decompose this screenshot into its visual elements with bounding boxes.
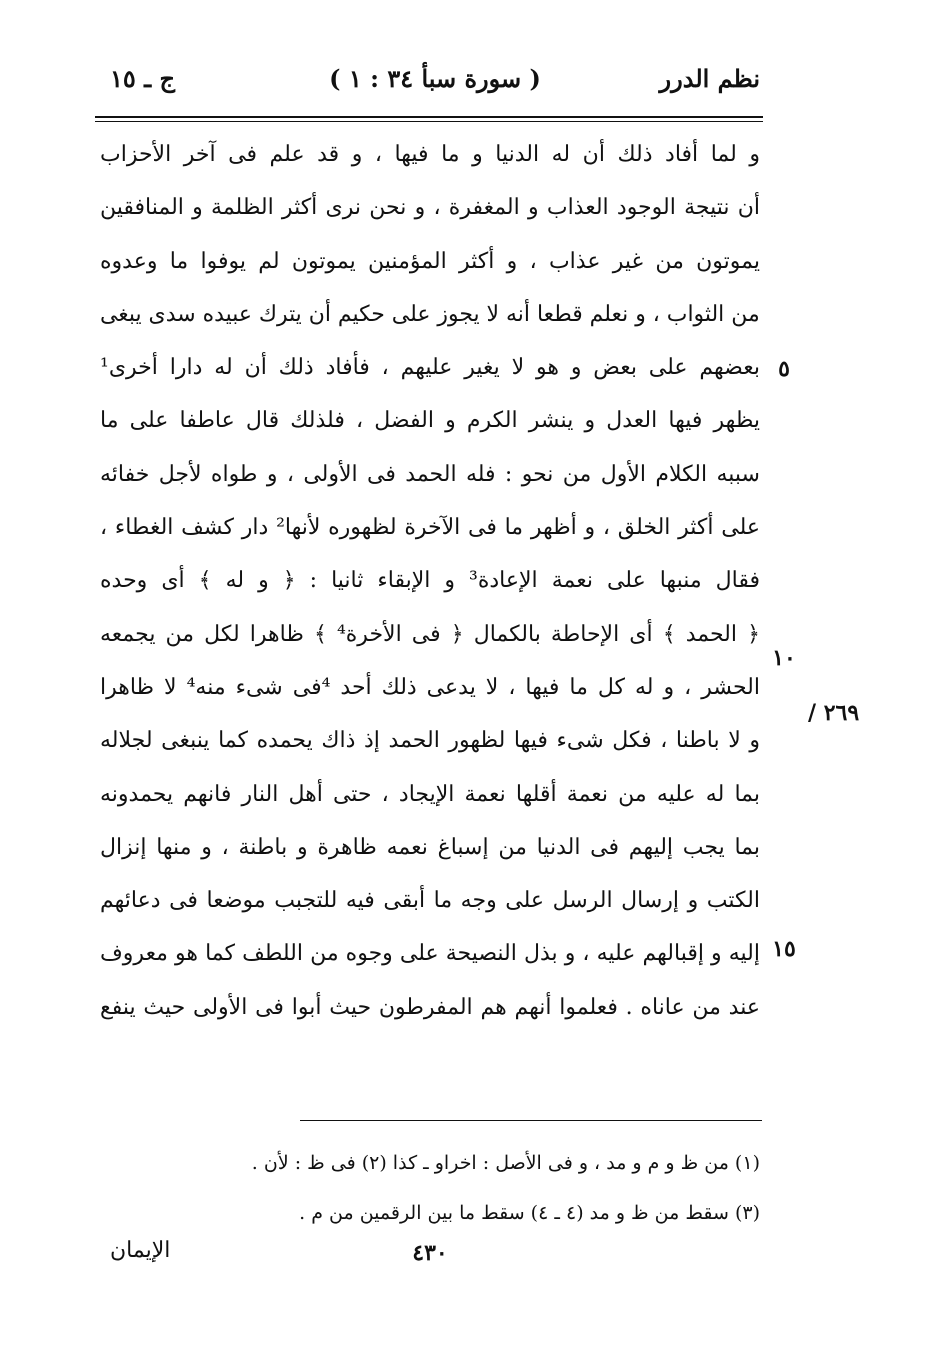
text-line: إليه و إقبالهم عليه ، و بذل النصيحة على وجوه من اللطف كما هو معروف [100, 941, 760, 967]
main-text [100, 128, 760, 1034]
text-line: يموتون من غير عذاب ، و أكثر المؤمنين يموتون لم يوفوا ما وعدوه [100, 248, 760, 274]
line-number-10: ١٠ [772, 645, 796, 671]
header-rule-thick [95, 116, 763, 118]
header-rule-thin [95, 121, 763, 122]
text-line: الكتب و إرسال الرسل على وجه ما أبقى فيه للتجبب موضعا فى دعائهم [100, 888, 760, 914]
line-number-15: ١٥ [772, 936, 796, 962]
text-line: يظهر فيها العدل و ينشر الكرم و الفضل ، فلذلك قال عاطفا على ما [100, 408, 760, 434]
text-line: الحشر ، و له كل ما فيها ، لا يدعى ذلك أحد ⁴فى شىء منه⁴ لا ظاهرا [100, 674, 760, 700]
text-line: فقال منبها على نعمة الإعادة³ و الإبقاء ثانيا : ﴿ و له ﴾ أى وحده [100, 568, 760, 594]
text-line: بما يجب إليهم فى الدنيا من إسباغ نعمه ظاهرة و باطنة ، و منها إنزال [100, 834, 760, 860]
footnotes [100, 1138, 760, 1238]
text-line: بعضهم على بعض و هو لا يغير عليهم ، فأفاد ذلك أن له دارا أخرى¹ [100, 355, 760, 381]
margin-manuscript-reference: ٢٦٩ / [808, 700, 860, 726]
surah-reference: ( سورة سبأ ٣٤ : ١ ) [329, 64, 541, 93]
text-line: و لا باطنا ، فكل شىء فيها لظهور الحمد إذ ذاك يحمده كما ينبغى لجلاله [100, 728, 760, 754]
page-number: ٤٣٠ [412, 1240, 448, 1266]
volume-number: ج ـ ١٥ [110, 64, 176, 93]
footnote: (٣) سقط من ظ و مد (٤ ـ ٤) سقط ما بين الرقمين من م . [299, 1202, 760, 1224]
running-header [110, 64, 760, 104]
text-line: من الثواب ، و نعلم قطعا أنه لا يجوز على حكيم أن يترك عبيده سدى يبغى [100, 301, 760, 327]
catchword: الإيمان [110, 1238, 171, 1263]
line-number-5: ٥ [778, 356, 790, 382]
text-line: بما له عليه من نعمة أقلها نعمة الإيجاد ، حتى أهل النار فانهم يحمدونه [100, 781, 760, 807]
book-title: نظم الدرر [659, 64, 760, 93]
text-line: عند من عاناه . فعلموا أنهم هم المفرطون حيث أبوا فى الأولى حيث ينفع [100, 994, 760, 1020]
text-line: ﴿ الحمد ﴾ أى الإحاطة بالكمال ﴿ فى الأخرة⁴ ﴾ ظاهرا لكل من يجمعه [100, 621, 760, 647]
text-line: سببه الكلام الأول من نحو : فله الحمد فى الأولى ، و طواه لأجل خفائه [100, 461, 760, 487]
footnote: (١) من ظ و م و مد ، و فى الأصل : اخراو ـ كذا (٢) فى ظ : لأن . [251, 1152, 760, 1174]
text-line: أن نتيجة الوجود العذاب و المغفرة ، و نحن نرى أكثر الظلمة و المنافقين [100, 195, 760, 221]
text-line: على أكثر الخلق ، و أظهر ما فى الآخرة لظهوره لأنها² دار كشف الغطاء ، [100, 515, 761, 541]
text-line: و لما أفاد ذلك أن له الدنيا و ما فيها ، و قد علم فى آخر الأحزاب [100, 142, 760, 167]
footnote-rule [300, 1120, 762, 1121]
